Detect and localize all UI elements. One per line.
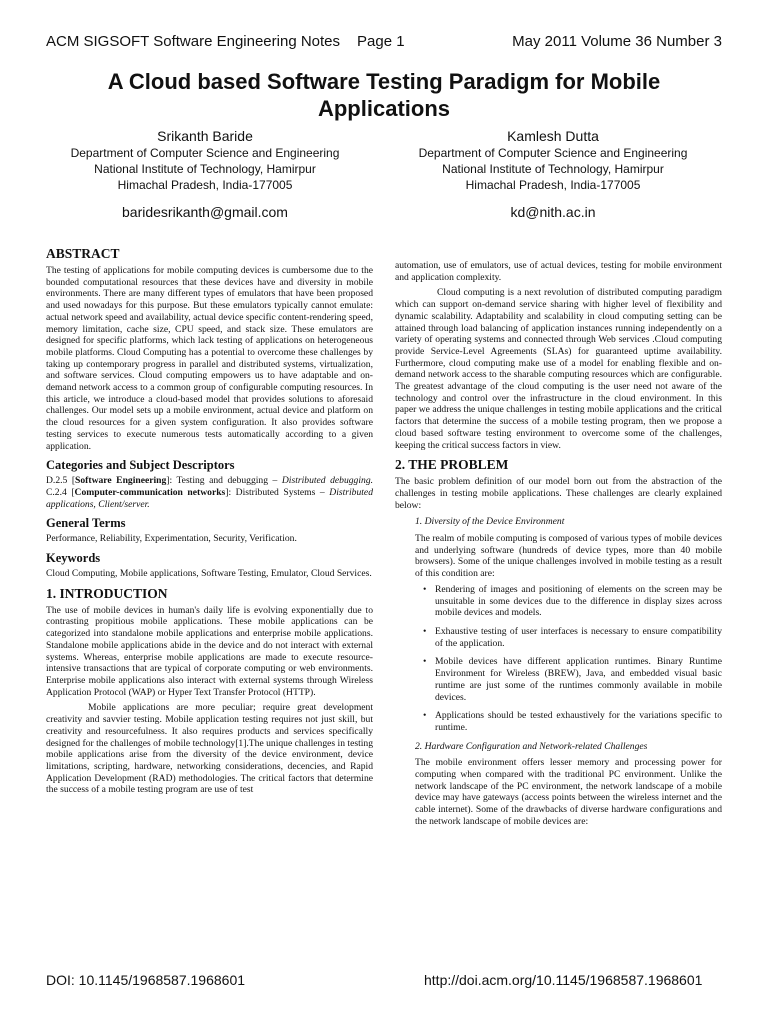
author-name: Srikanth Baride (157, 128, 253, 144)
running-header (46, 33, 722, 55)
categories-heading: Categories and Subject Descriptors (46, 458, 235, 473)
category-sub: Distributed debugging. (281, 475, 374, 487)
problem-paragraph-2: The realm of mobile computing is composed of various types of mobile devices and underlying software (hundreds of device types, more than 40 mobile browsers). Some of the unique challenges involved in mobile testing as a result of this condition are: (415, 533, 722, 580)
author-institution: National Institute of Technology, Hamirpur (94, 162, 316, 176)
bullet-icon: • (423, 656, 427, 668)
list-item (423, 625, 722, 649)
category-name: Computer-communication networks (74, 486, 226, 498)
categories-text (46, 475, 373, 510)
issue-info: May 2011 Volume 36 Number 3 (512, 33, 722, 50)
category-desc: ]: Distributed Systems – (225, 486, 330, 498)
subsection-heading-1: 1. Diversity of the Device Environment (415, 516, 565, 528)
challenge-list (415, 584, 722, 734)
problem-paragraph-1: The basic problem definition of our model born out from the abstraction of the challenges in testing mobile applications. These challenges are clearly explained below: (395, 476, 722, 511)
list-item (423, 656, 722, 703)
doi-link[interactable]: http://doi.acm.org/10.1145/1968587.1968601 (424, 972, 703, 988)
left-column (46, 240, 373, 800)
general-terms-text: Performance, Reliability, Experimentation, Security, Verification. (46, 533, 297, 545)
problem-paragraph-3: The mobile environment offers lesser memory and processing power for computing when compared with the traditional PC environment. Unlike the network landscape of the PC environment, the network landscape of a mobile device may have gateways (access points between the wireless internet and the cable internet). Some of the drawbacks of diverse hardware configurations and the network landscape of mobile devices are: (415, 757, 722, 827)
intro-paragraph-2: Mobile applications are more peculiar; require great development creativity and savvier testing. Mobile application testing requires not just skill, but creativity and resourcefulness. It also requires products and services specifically designed for the challenges of mobile technology[1].The unique challenges in testing mobile applications arise from the diversity of the device environment, device limitations, scripting, hardware, networking considerations, decencies, and Rapid Application Development (RAD) methodologies. The critical factors that determine the success of a mobile testing program are use of test (46, 702, 373, 796)
keywords-text: Cloud Computing, Mobile applications, Software Testing, Emulator, Cloud Services. (46, 568, 372, 580)
page-number: Page 1 (357, 33, 405, 50)
author-name: Kamlesh Dutta (507, 128, 599, 144)
bullet-icon: • (423, 625, 427, 637)
list-item-text: Mobile devices have different application runtimes. Binary Runtime Environment for Wireless (BREW), Java, and embedded visual basic runtime are just some of the runtimes commonly available in mobile devices. (435, 656, 722, 703)
introduction-heading: 1. INTRODUCTION (46, 585, 168, 601)
abstract-text: The testing of applications for mobile computing devices is cumbersome due to the bounded computational resources that these devices have and diversity in mobile environments. There are many different types of emulators that have been proposed and used nowadays for this purpose. But these emulators typically cannot emulate: actual network speed and availability, actual device specific content-rendering speed, memory limitation, cache size, CPU speed, and stack size. These emulators are designed for specific platforms, which lack testing of applications on heterogeneous mobile platforms. Cloud Computing has a potential to overcome these challenges by taking up contemporary progress in parallel and distributed systems, virtualization, and software services. Cloud computing empowers us to have adaptable and on-demand network access to a common group of configurable computing resources. In this article, we introduce a cloud-based model that provides solutions to aforesaid challenges. Our model sets up a mobile environment, actual device and platform on the cloud resources for a given system configuration. It also provides software testing services to execute numerous tests automatically according to a given application. (46, 265, 373, 452)
list-item-text: Exhaustive testing of user interfaces is necessary to ensure compatibility of the application. (435, 625, 722, 649)
author-institution: National Institute of Technology, Hamirpur (442, 162, 664, 176)
list-item-text: Rendering of images and positioning of elements on the screen may be unsuitable in some devices due to the difference in display sizes across mobile devices and models. (435, 583, 722, 619)
doi-text: DOI: 10.1145/1968587.1968601 (46, 972, 246, 988)
intro-paragraph-1: The use of mobile devices in human's daily life is evolving exponentially due to contrasting propitious mobile applications. These mobile applications can be categorized into standalone mobile applications and enterprise mobile applications. Standalone mobile applications abide in the device and do not interact with external systems. Whereas, enterprise mobile applications are made to execute resource-intensive transactions that are typical of corporate computing or web environments. Enterprise mobile applications also interact with external systems through Wireless Application Protocol (WAP) or Hyper Text Transfer Protocol (HTTP). (46, 604, 373, 698)
author-department: Department of Computer Science and Engineering (418, 146, 688, 160)
bullet-icon: • (423, 583, 427, 595)
problem-heading: 2. THE PROBLEM (395, 457, 509, 473)
journal-name: ACM SIGSOFT Software Engineering Notes (46, 33, 341, 50)
author-block-1 (40, 127, 370, 221)
author-block-2 (388, 127, 718, 221)
bullet-icon: • (423, 710, 427, 722)
category-code: C.2.4 [ (46, 486, 75, 498)
abstract-heading: ABSTRACT (46, 246, 120, 261)
category-sub: Distributed applications, Client/server. (46, 486, 373, 510)
subsection-heading-2: 2. Hardware Configuration and Network-related Challenges (415, 740, 648, 752)
category-name: Software Engineering (75, 475, 167, 487)
right-column (395, 260, 722, 832)
category-desc: ]: Testing and debugging – (166, 475, 282, 487)
intro-paragraph-3: automation, use of emulators, use of actual devices, testing for mobile environment and application complexity. (395, 260, 722, 283)
author-email[interactable]: baridesrikanth@gmail.com (122, 204, 288, 220)
list-item (423, 710, 722, 733)
intro-paragraph-4: Cloud computing is a next revolution of distributed computing paradigm which can support on-demand service sharing with higher level of flexibility and dynamic scalability. Adaptability and scalability in cloud computing setting can be attained through load balancing of application instances running independently on a variety of operating systems and connected through Web services .Cloud computing provide Service-Level Agreements (SLAs) for guaranteed uptime availability. Furthermore, cloud computing make use of a model for enabling flexible and on-demand network access to the sharable computing resources which are configurable. The greatest advantage of the cloud computing is the user need not aware of the technology and control over the infrastructure in the cloud environment. In this paper we address the unique challenges in testing mobile applications and the critical factors that determine the success of a mobile testing program, then we propose a cloud based software testing environment to overcome some of the challenges, keeping the critical success factors in view. (395, 287, 722, 451)
category-code: D.2.5 [ (46, 475, 76, 487)
author-department: Department of Computer Science and Engineering (70, 146, 340, 160)
general-terms-heading: General Terms (46, 516, 126, 531)
author-location: Himachal Pradesh, India-177005 (117, 178, 293, 192)
list-item (423, 583, 722, 619)
paper-title: A Cloud based Software Testing Paradigm for Mobile Applications (107, 69, 661, 121)
keywords-heading: Keywords (46, 551, 101, 566)
list-item-text: Applications should be tested exhaustively for the variations specific to runtime. (435, 710, 722, 733)
author-email[interactable]: kd@nith.ac.in (510, 204, 596, 220)
author-location: Himachal Pradesh, India-177005 (465, 178, 641, 192)
